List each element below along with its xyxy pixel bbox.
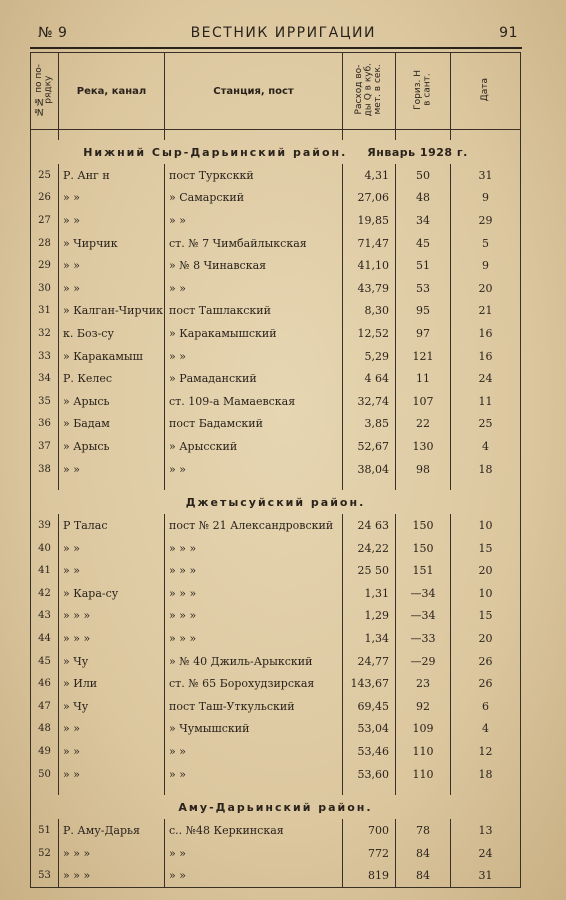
level-cell: 97 [396,322,451,345]
river-cell: » » [59,209,165,232]
river-cell: » Чу [59,695,165,718]
discharge-cell: 38,04 [343,458,396,481]
river-cell: » Чу [59,650,165,673]
discharge-cell: 53,46 [343,740,396,763]
level-cell: 98 [396,458,451,481]
level-cell: 109 [396,718,451,741]
station-cell: » » » [165,537,343,560]
date-cell: 15 [451,605,521,628]
discharge-cell: 25 50 [343,560,396,583]
row-number: 40 [31,537,59,560]
issue-number: № 9 [38,25,68,41]
section-heading-row [31,490,521,514]
table-row [31,164,521,187]
date-cell: 16 [451,345,521,368]
table-row [31,435,521,458]
date-cell: 24 [451,367,521,390]
river-cell: » Чирчик [59,232,165,255]
discharge-cell: 19,85 [343,209,396,232]
table-row [31,582,521,605]
discharge-cell: 27,06 [343,187,396,210]
river-cell: » » [59,740,165,763]
discharge-cell: 772 [343,842,396,865]
table-row [31,514,521,537]
discharge-cell: 12,52 [343,322,396,345]
station-cell: » » [165,842,343,865]
table-row [31,537,521,560]
row-number: 42 [31,582,59,605]
river-cell: » Или [59,672,165,695]
river-cell: Р. Анг н [59,164,165,187]
header-rule [30,47,522,49]
station-cell: ст. № 65 Борохудзирская [165,672,343,695]
station-cell: » » » [165,582,343,605]
level-cell: 84 [396,842,451,865]
table-row [31,819,521,842]
river-cell: Р. Келес [59,367,165,390]
station-cell: » » [165,740,343,763]
discharge-cell: 53,04 [343,718,396,741]
date-cell: 21 [451,300,521,323]
level-cell: —29 [396,650,451,673]
discharge-cell: 24,77 [343,650,396,673]
discharge-cell: 819 [343,865,396,888]
table-row [31,322,521,345]
table-row [31,865,521,888]
table-row [31,672,521,695]
station-cell: пост Ташлакский [165,300,343,323]
station-cell: » » » [165,605,343,628]
river-cell: » » [59,277,165,300]
discharge-cell: 3,85 [343,413,396,436]
date-cell: 10 [451,514,521,537]
river-cell: » » [59,458,165,481]
table-row [31,627,521,650]
table-row [31,458,521,481]
section-title: Аму-Дарьинский район. [178,800,373,814]
station-cell: пост № 21 Александровский [165,514,343,537]
discharge-cell: 1,29 [343,605,396,628]
discharge-cell: 24,22 [343,537,396,560]
discharge-cell: 4,31 [343,164,396,187]
table-body [31,130,521,888]
table-row [31,413,521,436]
station-cell: пост Турксккй [165,164,343,187]
station-cell: ст. 109-а Мамаевская [165,390,343,413]
date-cell: 20 [451,277,521,300]
discharge-cell: 1,34 [343,627,396,650]
date-cell: 24 [451,842,521,865]
station-cell: пост Таш-Уткульский [165,695,343,718]
river-cell: » » [59,560,165,583]
level-cell: 150 [396,514,451,537]
level-cell: 22 [396,413,451,436]
river-cell: » » [59,763,165,786]
row-number: 50 [31,763,59,786]
table-row [31,763,521,786]
section-spacer [31,480,521,490]
date-cell: 5 [451,232,521,255]
table-header-row [31,53,521,130]
date-cell: 16 [451,322,521,345]
river-cell: » » [59,537,165,560]
station-cell: » № 8 Чинавская [165,254,343,277]
date-cell: 9 [451,254,521,277]
date-cell: 4 [451,435,521,458]
row-number: 41 [31,560,59,583]
date-cell: 18 [451,763,521,786]
river-cell: » » » [59,605,165,628]
level-cell: 78 [396,819,451,842]
date-cell: 12 [451,740,521,763]
river-cell: » Бадам [59,413,165,436]
row-number: 52 [31,842,59,865]
table-row [31,209,521,232]
page-header [38,22,518,44]
level-cell: 48 [396,187,451,210]
row-number: 25 [31,164,59,187]
station-cell: » » [165,345,343,368]
station-cell: » » [165,209,343,232]
discharge-cell: 43,79 [343,277,396,300]
row-number: 49 [31,740,59,763]
level-cell: 130 [396,435,451,458]
date-cell: 29 [451,209,521,232]
table-row [31,254,521,277]
section-spacer [31,130,521,141]
station-cell: » Чумышский [165,718,343,741]
row-number: 37 [31,435,59,458]
section-heading-row [31,795,521,819]
date-cell: 13 [451,819,521,842]
river-cell: » » » [59,842,165,865]
row-number: 36 [31,413,59,436]
date-cell: 26 [451,650,521,673]
date-cell: 20 [451,560,521,583]
row-number: 43 [31,605,59,628]
section-heading-row [31,140,521,164]
station-cell: » » » [165,627,343,650]
row-number: 26 [31,187,59,210]
station-cell: » Рамаданский [165,367,343,390]
discharge-cell: 143,67 [343,672,396,695]
row-number: 51 [31,819,59,842]
station-cell: » » [165,277,343,300]
level-cell: —34 [396,582,451,605]
river-cell: » » [59,187,165,210]
row-number: 39 [31,514,59,537]
row-number: 45 [31,650,59,673]
table-row [31,842,521,865]
section-title: Джетысуйский район. [185,495,366,509]
level-cell: 107 [396,390,451,413]
table-row [31,718,521,741]
col-header-station: Станция, пост [165,53,343,130]
level-cell: 95 [396,300,451,323]
row-number: 44 [31,627,59,650]
discharge-cell: 8,30 [343,300,396,323]
level-cell: 110 [396,740,451,763]
discharge-cell: 4 64 [343,367,396,390]
river-cell: » » » [59,627,165,650]
level-cell: 51 [396,254,451,277]
row-number: 31 [31,300,59,323]
station-cell: » » [165,458,343,481]
river-cell: » » [59,254,165,277]
river-cell: к. Боз-су [59,322,165,345]
discharge-cell: 32,74 [343,390,396,413]
col-header-number: №№ по по- рядку [31,53,59,130]
river-cell: » Арысь [59,435,165,458]
level-cell: 92 [396,695,451,718]
level-cell: 121 [396,345,451,368]
river-cell: » Калган-Чирчик [59,300,165,323]
table-row [31,232,521,255]
date-cell: 10 [451,582,521,605]
date-cell: 4 [451,718,521,741]
river-cell: Р Талас [59,514,165,537]
date-cell: 6 [451,695,521,718]
table-row [31,277,521,300]
discharge-cell: 24 63 [343,514,396,537]
row-number: 35 [31,390,59,413]
table-row [31,300,521,323]
date-cell: 9 [451,187,521,210]
page-number: 91 [499,25,518,41]
table-row [31,187,521,210]
river-cell: » » [59,718,165,741]
row-number: 48 [31,718,59,741]
level-cell: 45 [396,232,451,255]
discharge-cell: 5,29 [343,345,396,368]
date-cell: 31 [451,164,521,187]
row-number: 53 [31,865,59,888]
table-row [31,695,521,718]
discharge-cell: 52,67 [343,435,396,458]
level-cell: 50 [396,164,451,187]
table-row [31,345,521,368]
discharge-cell: 1,31 [343,582,396,605]
table-row [31,650,521,673]
river-cell: » Кара-су [59,582,165,605]
date-cell: 26 [451,672,521,695]
section-title: Нижний Сыр-Дарьинский район. [83,145,348,159]
station-cell: » Самарский [165,187,343,210]
date-cell: 25 [451,413,521,436]
station-cell: пост Бадамский [165,413,343,436]
river-cell: » Каракамыш [59,345,165,368]
section-month: Январь 1928 г. [367,145,468,159]
table-row [31,390,521,413]
discharge-cell: 53,60 [343,763,396,786]
row-number: 29 [31,254,59,277]
date-cell: 11 [451,390,521,413]
row-number: 32 [31,322,59,345]
table-row [31,605,521,628]
discharge-cell: 700 [343,819,396,842]
col-header-discharge: Расход во- ды Q в куб. мет. в сек. [343,53,396,130]
row-number: 47 [31,695,59,718]
level-cell: —33 [396,627,451,650]
level-cell: 150 [396,537,451,560]
row-number: 34 [31,367,59,390]
row-number: 28 [31,232,59,255]
table-row [31,560,521,583]
row-number: 33 [31,345,59,368]
date-cell: 15 [451,537,521,560]
discharge-cell: 71,47 [343,232,396,255]
river-cell: Р. Аму-Дарья [59,819,165,842]
station-cell: с.. №48 Керкинская [165,819,343,842]
discharge-cell: 41,10 [343,254,396,277]
level-cell: 110 [396,763,451,786]
river-cell: » Арысь [59,390,165,413]
station-cell: » Каракамышский [165,322,343,345]
journal-title: ВЕСТНИК ИРРИГАЦИИ [190,25,377,41]
station-cell: » № 40 Джиль-Арыкский [165,650,343,673]
station-cell: » » [165,865,343,888]
row-number: 46 [31,672,59,695]
row-number: 27 [31,209,59,232]
level-cell: 84 [396,865,451,888]
station-cell: » Арысский [165,435,343,458]
table-row [31,740,521,763]
level-cell: 34 [396,209,451,232]
station-cell: » » » [165,560,343,583]
measurements-table [30,52,521,888]
station-cell: » » [165,763,343,786]
col-header-level: Гориз. Н в сант. [396,53,451,130]
col-header-river: Река, канал [59,53,165,130]
level-cell: 53 [396,277,451,300]
discharge-cell: 69,45 [343,695,396,718]
date-cell: 18 [451,458,521,481]
table-row [31,367,521,390]
date-cell: 20 [451,627,521,650]
level-cell: 11 [396,367,451,390]
river-cell: » » » [59,865,165,888]
level-cell: 23 [396,672,451,695]
section-spacer [31,785,521,795]
station-cell: ст. № 7 Чимбайлыкская [165,232,343,255]
date-cell: 31 [451,865,521,888]
level-cell: 151 [396,560,451,583]
col-header-date: Дата [451,53,521,130]
row-number: 30 [31,277,59,300]
row-number: 38 [31,458,59,481]
level-cell: —34 [396,605,451,628]
